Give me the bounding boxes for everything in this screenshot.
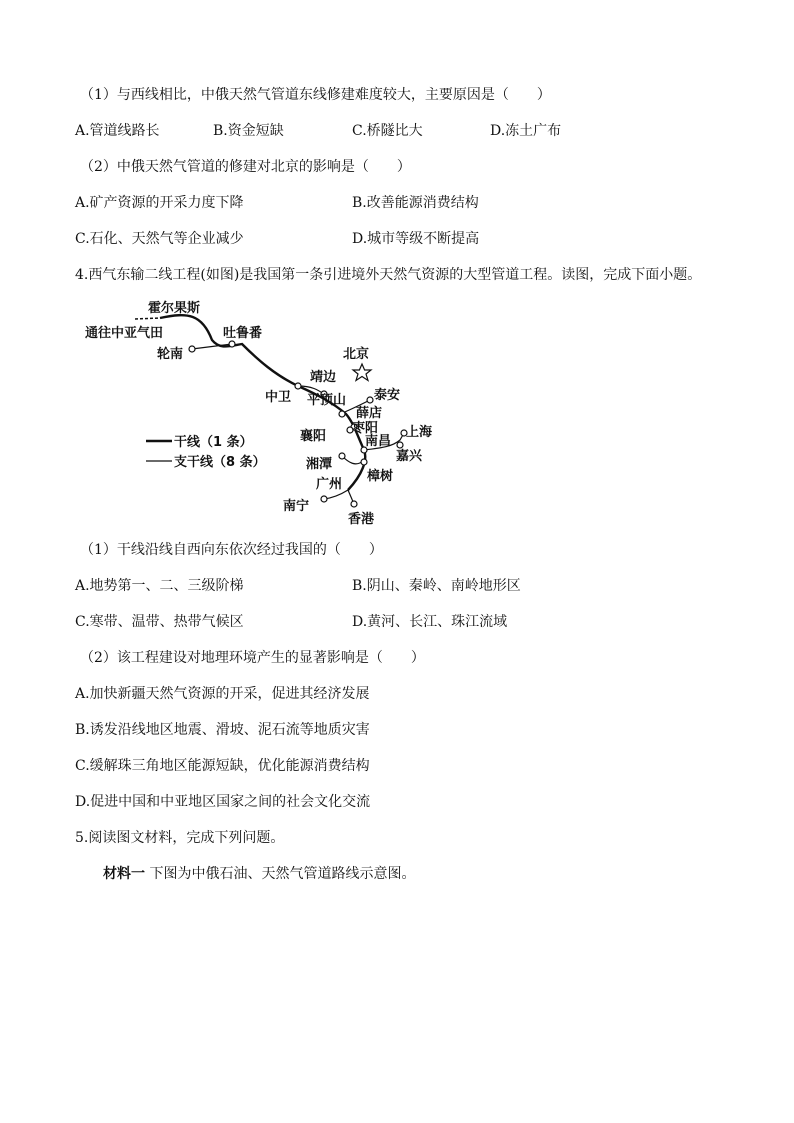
label-pingdingshan: 平顶山 — [307, 393, 347, 408]
label-lunnan: 轮南 — [157, 347, 184, 362]
q3-sub1-option-d: D.冻土广布 — [490, 123, 562, 139]
q4-sub1-text: （1）干线沿线自西向东依次经过我国的（ ） — [80, 542, 383, 558]
label-jiaxing: 嘉兴 — [396, 449, 423, 464]
q4-sub1-option-d: D.黄河、长江、珠江流域 — [352, 614, 508, 630]
legend-branch-label: 支干线（8 条） — [174, 455, 266, 470]
label-zhangshu: 樟树 — [367, 469, 394, 484]
station-tulufan — [229, 341, 235, 347]
station-xiangtan — [339, 453, 345, 459]
label-zhongwei: 中卫 — [265, 390, 292, 405]
q5-stem: 5.阅读图文材料，完成下列问题。 — [75, 830, 285, 846]
label-xiangyang: 襄阳 — [300, 429, 327, 444]
q5-material — [103, 864, 415, 884]
label-guangzhou: 广州 — [316, 477, 343, 492]
label-xiangtan: 湘潭 — [306, 457, 333, 472]
q3-sub1-option-c: C.桥隧比大 — [352, 123, 423, 139]
label-jingbian: 靖边 — [310, 370, 337, 385]
q3-sub1-option-a: A.管道线路长 — [75, 123, 160, 139]
q4-sub2-option-d: D.促进中国和中亚地区国家之间的社会文化交流 — [75, 794, 371, 810]
station-pingdingshan — [339, 411, 345, 417]
label-xuedian: 薛店 — [356, 406, 383, 421]
pipeline-map — [80, 290, 440, 540]
q3-sub1-text: （1）与西线相比，中俄天然气管道东线修建难度较大，主要原因是（ ） — [80, 87, 551, 103]
q3-sub2-option-c: C.石化、天然气等企业减少 — [75, 231, 244, 247]
material-text: 下图为中俄石油、天然气管道路线示意图。 — [145, 866, 416, 882]
station-taian — [367, 397, 373, 403]
station-jiaxing — [397, 442, 403, 448]
label-zhongya: 通往中亚气田 — [85, 326, 164, 341]
station-zhangshu — [361, 459, 367, 465]
q3-sub2-option-b: B.改善能源消费结构 — [352, 195, 479, 211]
q3-sub2-option-d: D.城市等级不断提高 — [352, 231, 480, 247]
q3-sub1-option-b: B.资金短缺 — [213, 123, 284, 139]
q4-sub1-option-c: C.寒带、温带、热带气候区 — [75, 614, 244, 630]
station-lunnan — [189, 346, 195, 352]
label-taian: 泰安 — [374, 388, 401, 403]
label-huoerguosi: 霍尔果斯 — [148, 301, 201, 316]
station-xianggang — [351, 501, 357, 507]
beijing-star-icon — [353, 364, 371, 381]
label-nanning: 南宁 — [283, 499, 310, 514]
q4-sub2-text: （2）该工程建设对地理环境产生的显著影响是（ ） — [80, 650, 425, 666]
label-nanchang: 南昌 — [365, 434, 392, 449]
station-guangzhou — [321, 496, 327, 502]
station-zhongwei — [295, 383, 301, 389]
label-xianggang: 香港 — [348, 512, 375, 527]
q4-sub2-option-b: B.诱发沿线地区地震、滑坡、泥石流等地质灾害 — [75, 722, 370, 738]
legend-main-label: 干线（1 条） — [174, 435, 253, 450]
q4-sub2-option-c: C.缓解珠三角地区能源短缺，优化能源消费结构 — [75, 758, 370, 774]
central-asia-dashed-line — [135, 318, 160, 319]
q4-sub2-option-a: A.加快新疆天然气资源的开采，促进其经济发展 — [75, 686, 370, 702]
q4-sub1-option-a: A.地势第一、二、三级阶梯 — [75, 578, 244, 594]
label-zaoyang: 枣阳 — [352, 421, 379, 436]
q3-sub2-text: （2）中俄天然气管道的修建对北京的影响是（ ） — [80, 159, 411, 175]
label-tulufan: 吐鲁番 — [223, 326, 263, 341]
label-shanghai: 上海 — [406, 425, 433, 440]
q4-stem: 4.西气东输二线工程(如图)是我国第一条引进境外天然气资源的大型管道工程。读图，完成下面小题。 — [75, 267, 702, 283]
q4-sub1-option-b: B.阴山、秦岭、南岭地形区 — [352, 578, 521, 594]
label-beijing: 北京 — [343, 347, 370, 362]
q3-sub2-option-a: A.矿产资源的开采力度下降 — [75, 195, 244, 211]
material-label: 材料一 — [103, 866, 145, 882]
